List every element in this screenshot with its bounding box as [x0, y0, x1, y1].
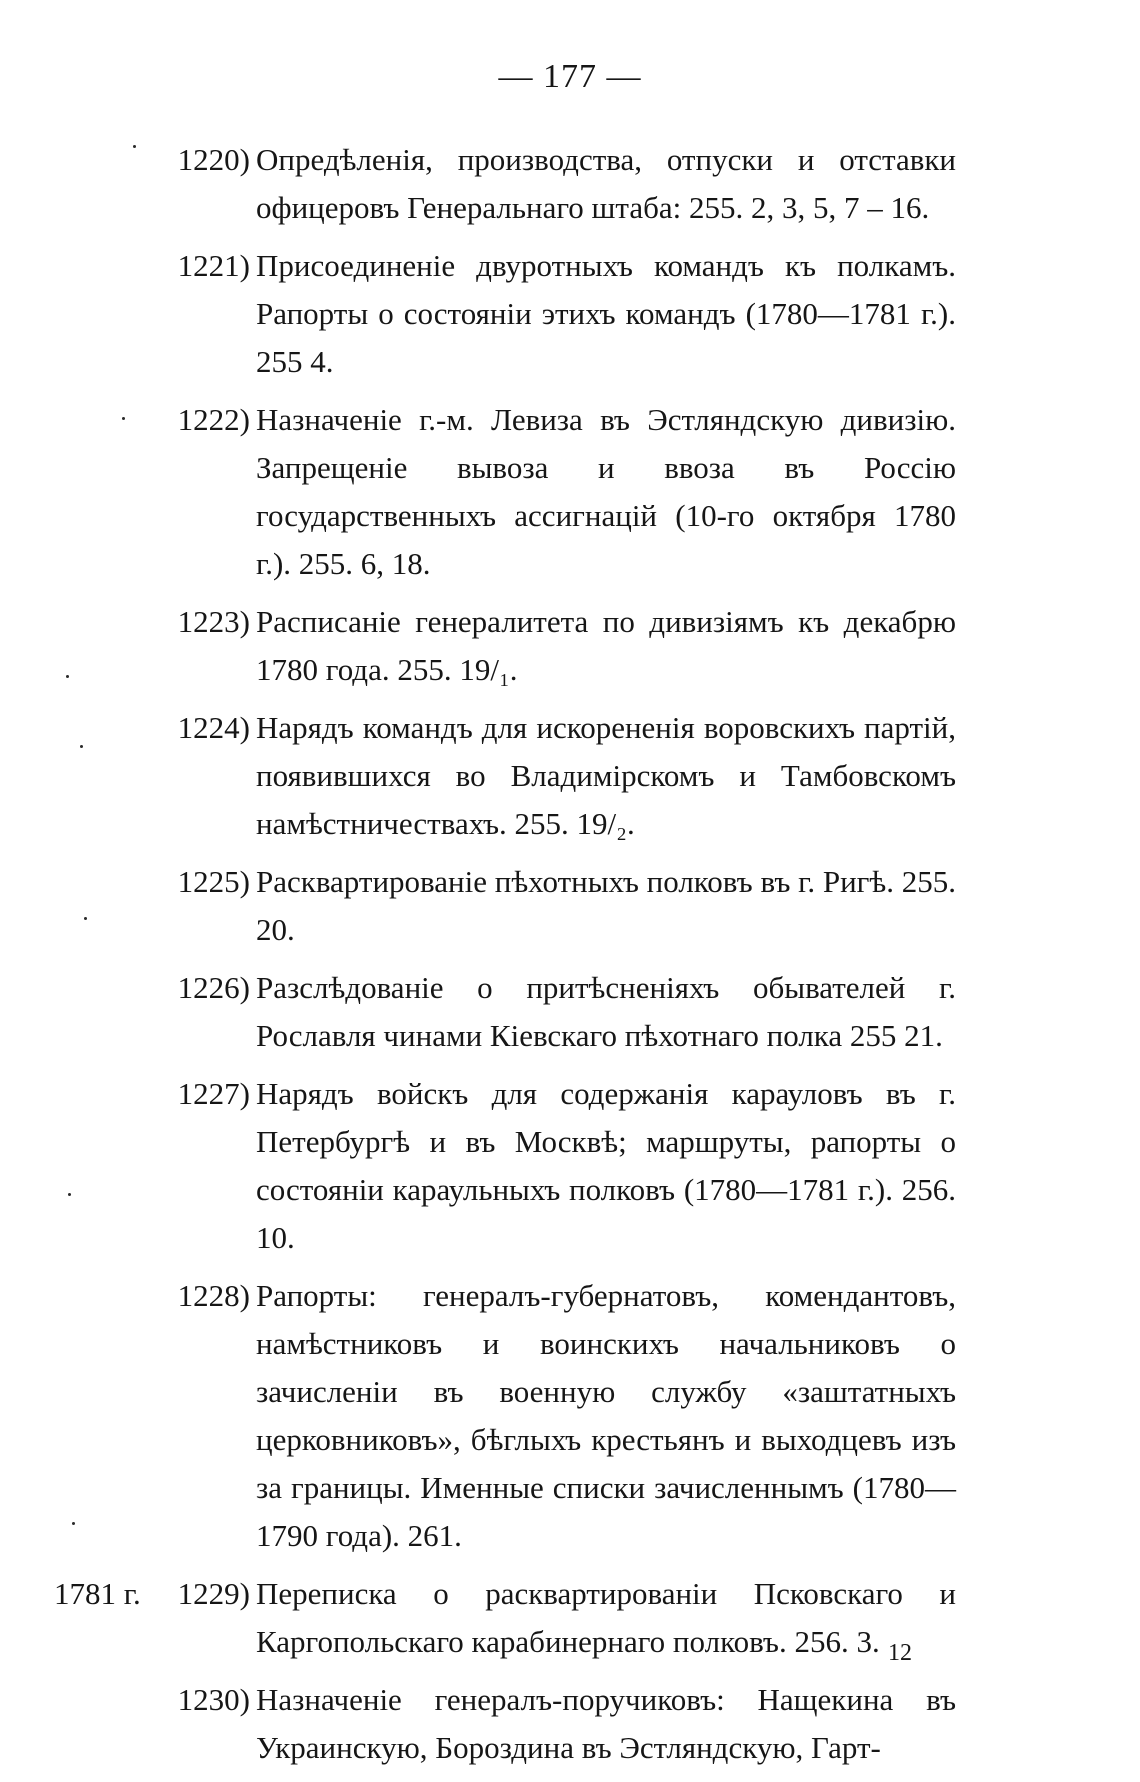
entry-text: Расписаніе генералитета по дивизіямъ къ декабрю 1780 года. 255. 19/₁.	[256, 604, 956, 687]
entry-number: 1229)	[177, 1576, 250, 1611]
entry-number: 1230)	[177, 1682, 250, 1717]
entry-number: 1221)	[177, 248, 250, 283]
entry-text: Назначеніе г.-м. Левиза въ Эстляндскую дивизію. Запрещеніе вывоза и ввоза въ Россію государственныхъ ассигнацій (10-го октября 1780 г.). 255. 6, 18.	[256, 402, 956, 581]
print-speck	[80, 745, 83, 748]
entry-number: 1227)	[177, 1076, 250, 1111]
entry-number: 1222)	[177, 402, 250, 437]
print-speck	[66, 675, 69, 678]
entry-1229	[0, 1570, 1140, 1666]
entry-list	[0, 136, 1140, 1782]
entry-number: 1228)	[177, 1278, 250, 1313]
entry-1221	[0, 242, 1140, 386]
entry-text: Нарядъ войскъ для содержанія карауловъ въ г. Петербургѣ и въ Москвѣ; маршруты, рапорты о состояніи караульныхъ полковъ (1780—1781 г.). 256. 10.	[256, 1076, 956, 1255]
entry-1226	[0, 964, 1140, 1060]
print-speck	[84, 917, 87, 920]
entry-number: 1223)	[177, 604, 250, 639]
entry-1223	[0, 598, 1140, 694]
page-number-header: — 177 —	[498, 58, 642, 95]
entry-1230	[0, 1676, 1140, 1772]
entry-1222	[0, 396, 1140, 588]
entry-text: Расквартированіе пѣхотныхъ полковъ въ г. Ригѣ. 255. 20.	[256, 864, 956, 947]
entry-text: Присоединеніе двуротныхъ командъ къ полкамъ. Рапорты о состояніи этихъ командъ (1780—1781 г.). 255 4.	[256, 248, 956, 379]
entry-1227	[0, 1070, 1140, 1262]
print-speck	[122, 417, 125, 420]
entry-number: 1220)	[177, 142, 250, 177]
entry-text: Рапорты: генералъ-губернатовъ, комендантовъ, намѣстниковъ и воинскихъ начальниковъ о зачисленіи въ военную службу «заштатныхъ церковниковъ», бѣглыхъ крестьянъ и выходцевъ изъ за границы. Именные списки зачисленнымъ (1780—1790 года). 261.	[256, 1278, 956, 1553]
print-speck	[68, 1193, 71, 1196]
footer-signature: 12	[888, 1640, 912, 1666]
entry-number: 1226)	[177, 970, 250, 1005]
print-speck	[133, 145, 136, 148]
entry-1224	[0, 704, 1140, 848]
entry-1225	[0, 858, 1140, 954]
entry-year-prefix: 1781 г.	[54, 1576, 141, 1611]
print-speck	[72, 1522, 75, 1525]
entry-text: Разслѣдованіе о притѣсненіяхъ обывателей г. Рославля чинами Кіевскаго пѣхотнаго полка 255 21.	[256, 970, 956, 1053]
entry-text: Переписка о расквартированіи Псковскаго и Каргопольскаго карабинернаго полковъ. 256. 3.	[256, 1576, 956, 1659]
entry-text: Назначеніе генералъ-поручиковъ: Нащекина въ Украинскую, Бороздина въ Эстляндскую, Гарт-	[256, 1682, 956, 1765]
entry-1220	[0, 136, 1140, 232]
entry-number: 1224)	[177, 710, 250, 745]
entry-1228	[0, 1272, 1140, 1560]
entry-number: 1225)	[177, 864, 250, 899]
entry-text: Опредѣленія, производства, отпуски и отставки офицеровъ Генеральнаго штаба: 255. 2, 3, 5, 7 – 16.	[256, 142, 956, 225]
entry-text: Нарядъ командъ для искорененія воровскихъ партій, появившихся во Владимірскомъ и Тамбовскомъ намѣстничествахъ. 255. 19/₂.	[256, 710, 956, 841]
